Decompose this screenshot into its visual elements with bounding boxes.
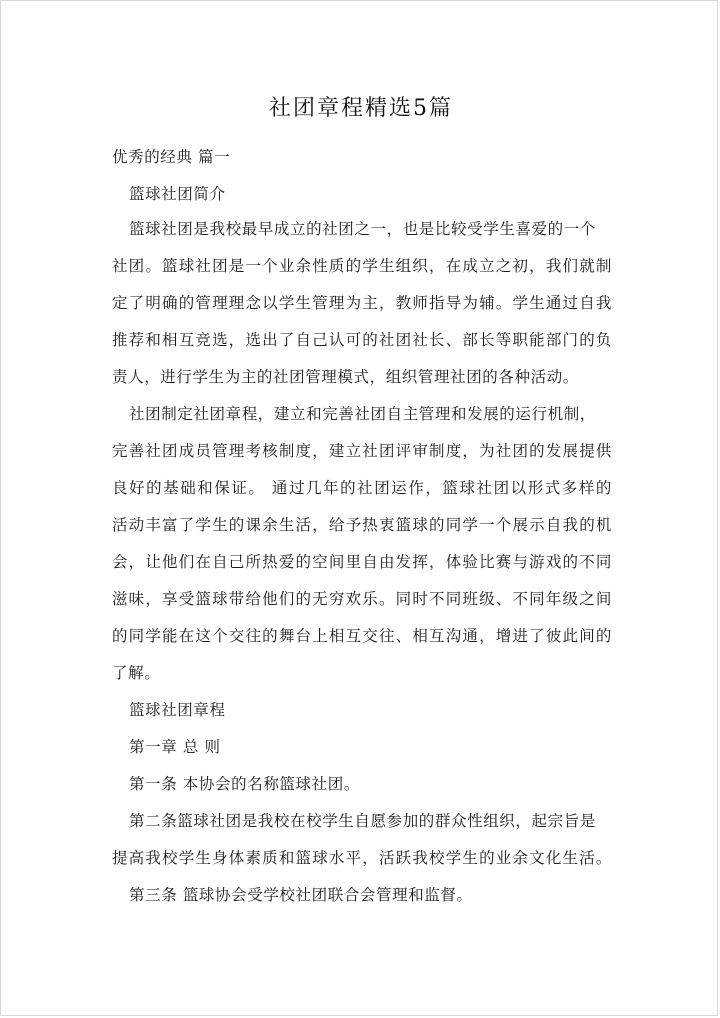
paragraph-line: 社团制定社团章程，建立和完善社团自主管理和发展的运行机制， — [129, 405, 596, 423]
paragraph-line: 的同学能在这个交往的舞台上相互交往、相互沟通，增进了彼此间的 — [112, 627, 612, 645]
section-heading: 篮球社团章程 — [129, 701, 226, 719]
paragraph-line: 活动丰富了学生的课余生活，给予热衷篮球的同学一个展示自我的机 — [112, 516, 612, 534]
paragraph-line: 推荐和相互竞选，选出了自己认可的社团社长、部长等职能部门的负 — [112, 331, 612, 349]
paragraph-line: 责人，进行学生为主的社团管理模式，组织管理社团的各种活动。 — [112, 368, 579, 386]
paragraph-line: 定了明确的管理理念以学生管理为主，教师指导为辅。学生通过自我 — [112, 294, 612, 312]
article-line: 提高我校学生身体素质和篮球水平，活跃我校学生的业余文化生活。 — [112, 849, 612, 867]
paragraph-line: 社团。篮球社团是一个业余性质的学生组织，在成立之初，我们就制 — [112, 257, 612, 275]
section-heading: 优秀的经典 篇一 — [112, 148, 231, 166]
paragraph-line: 篮球社团是我校最早成立的社团之一，也是比较受学生喜爱的一个 — [129, 220, 596, 238]
document-title: 社团章程精选5篇 — [269, 96, 453, 121]
paragraph-line: 篮球社团简介 — [129, 185, 226, 203]
paragraph-line: 了解。 — [112, 664, 161, 682]
paragraph-line: 滋味，享受篮球带给他们的无穷欢乐。同时不同班级、不同年级之间 — [112, 590, 612, 608]
paragraph-line: 良好的基础和保证。 通过几年的社团运作，篮球社团以形式多样的 — [112, 479, 612, 497]
paragraph-line: 完善社团成员管理考核制度，建立社团评审制度，为社团的发展提供 — [112, 442, 612, 460]
paragraph-line: 会，让他们在自己所热爱的空间里自由发挥，体验比赛与游戏的不同 — [112, 553, 612, 571]
chapter-heading: 第一章 总 则 — [129, 738, 221, 756]
article-line: 第三条 篮球协会受学校社团联合会管理和监督。 — [129, 886, 473, 904]
article-line: 第一条 本协会的名称篮球社团。 — [129, 775, 360, 793]
article-line: 第二条篮球社团是我校在校学生自愿参加的群众性组织，起宗旨是 — [129, 812, 596, 830]
